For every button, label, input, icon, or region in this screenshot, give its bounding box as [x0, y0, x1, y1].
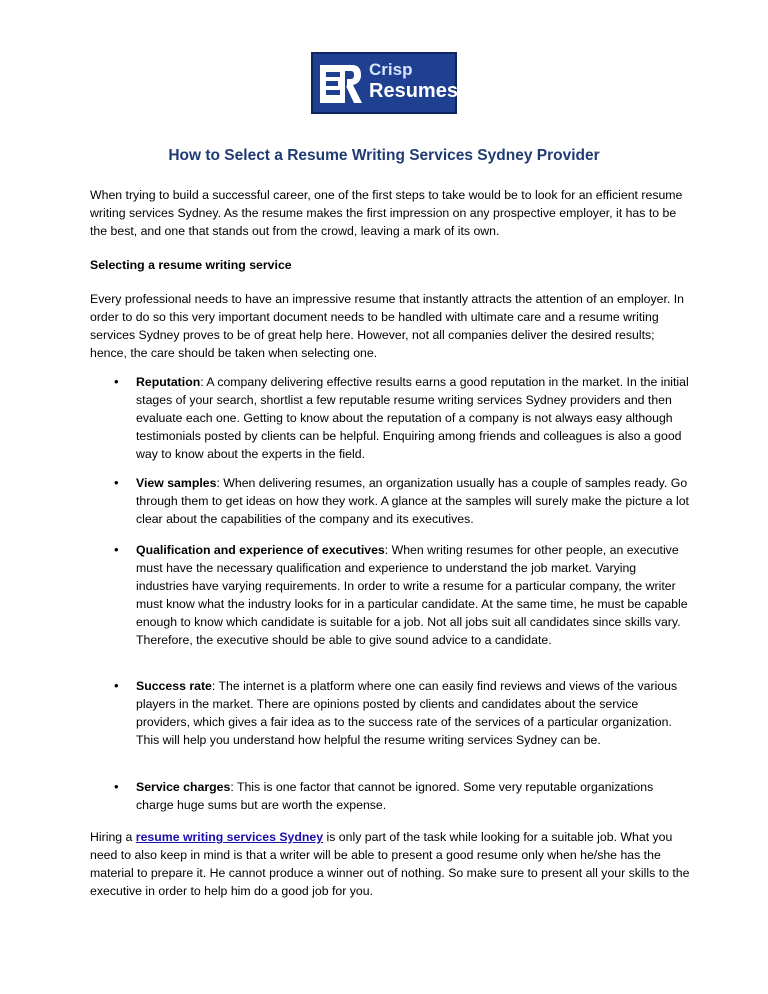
- bullet-text: : When writing resumes for other people, an executive must have the necessary qualification and experience to understand the job market. Varying industries have varying requirements. In order to write a resume for a particular company, the writer must know what the industry looks for in a particular candidate. At the same time, he must be capable enough to know which candidate is suitable for a job. Not all jobs suit all candidates since skills vary. Therefore, the executive should be able to give sound advice to a candidate.: [136, 543, 688, 647]
- intro-paragraph: When trying to build a successful career, one of the first steps to take would be to look for an efficient resume writing services Sydney. As the resume makes the first impression on any prospective employer, it has to be the best, and one that stands out from the crowd, leaving a mark of its own.: [90, 188, 683, 238]
- cr-logo-icon: [319, 62, 363, 106]
- bullet-term: Success rate: [136, 679, 212, 693]
- closing-paragraph: [90, 828, 690, 900]
- list-item: [90, 474, 690, 528]
- crisp-resumes-logo: [311, 52, 457, 114]
- logo-text-crisp: Crisp: [369, 60, 413, 79]
- bullet-list: [90, 474, 690, 528]
- list-item: [90, 778, 690, 814]
- logo-text-resumes: Resumes: [369, 80, 458, 102]
- bullet-text: : The internet is a platform where one can easily find reviews and views of the various players in the market. There are opinions posted by clients and candidates about the service providers, which gives a fair idea as to the success rate of the services of a particular organization. This will help you understand how helpful the resume writing services Sydney can be.: [136, 679, 678, 747]
- bullet-text: : A company delivering effective results earns a good reputation in the market. In the initial stages of your search, shortlist a few reputable resume writing services Sydney providers and then evaluate each one. Getting to know about the reputation of a company is not always easy although testimonials posted by clients can be helpful. Enquiring among friends and colleagues is also a good way to know about the experts in the field.: [136, 375, 689, 461]
- closing-text-after: is only part of the task while looking for a suitable job. What you need to also keep in mind is that a writer will be able to present a good resume only when he/she has the material to prepare it. He cannot produce a winner out of nothing. So make sure to present all your skills to the executive in order to help him do a good job for you.: [90, 830, 690, 898]
- bullet-term: Service charges: [136, 780, 231, 794]
- bullet-term: Qualification and experience of executives: [136, 543, 385, 557]
- bullet-list: [90, 677, 690, 749]
- section-subheading: Selecting a resume writing service: [90, 258, 292, 272]
- closing-text-before: Hiring a: [90, 830, 136, 844]
- list-item: [90, 541, 690, 649]
- body-paragraph: Every professional needs to have an impressive resume that instantly attracts the attention of an employer. In order to do so this very important document needs to be handled with ultimate care and a resume writing services Sydney proves to be of great help here. However, not all companies deliver the desired results; hence, the care should be taken when selecting one.: [90, 292, 684, 360]
- bullet-list: [90, 778, 690, 814]
- resume-services-link[interactable]: resume writing services Sydney: [135, 830, 324, 844]
- list-item: [90, 677, 690, 749]
- bullet-list: [90, 541, 690, 649]
- bullet-list: [90, 373, 690, 463]
- bullet-text: : When delivering resumes, an organization usually has a couple of samples ready. Go through them to get ideas on how they work. A glance at the samples will surely make the picture a lot clear about the capabilities of the company and its executives.: [136, 476, 689, 526]
- bullet-text: : This is one factor that cannot be ignored. Some very reputable organizations charge huge sums but are worth the expense.: [136, 780, 654, 812]
- page-title: How to Select a Resume Writing Services Sydney Provider: [168, 147, 600, 164]
- bullet-term: Reputation: [136, 375, 201, 389]
- bullet-term: View samples: [136, 476, 217, 490]
- list-item: [90, 373, 690, 463]
